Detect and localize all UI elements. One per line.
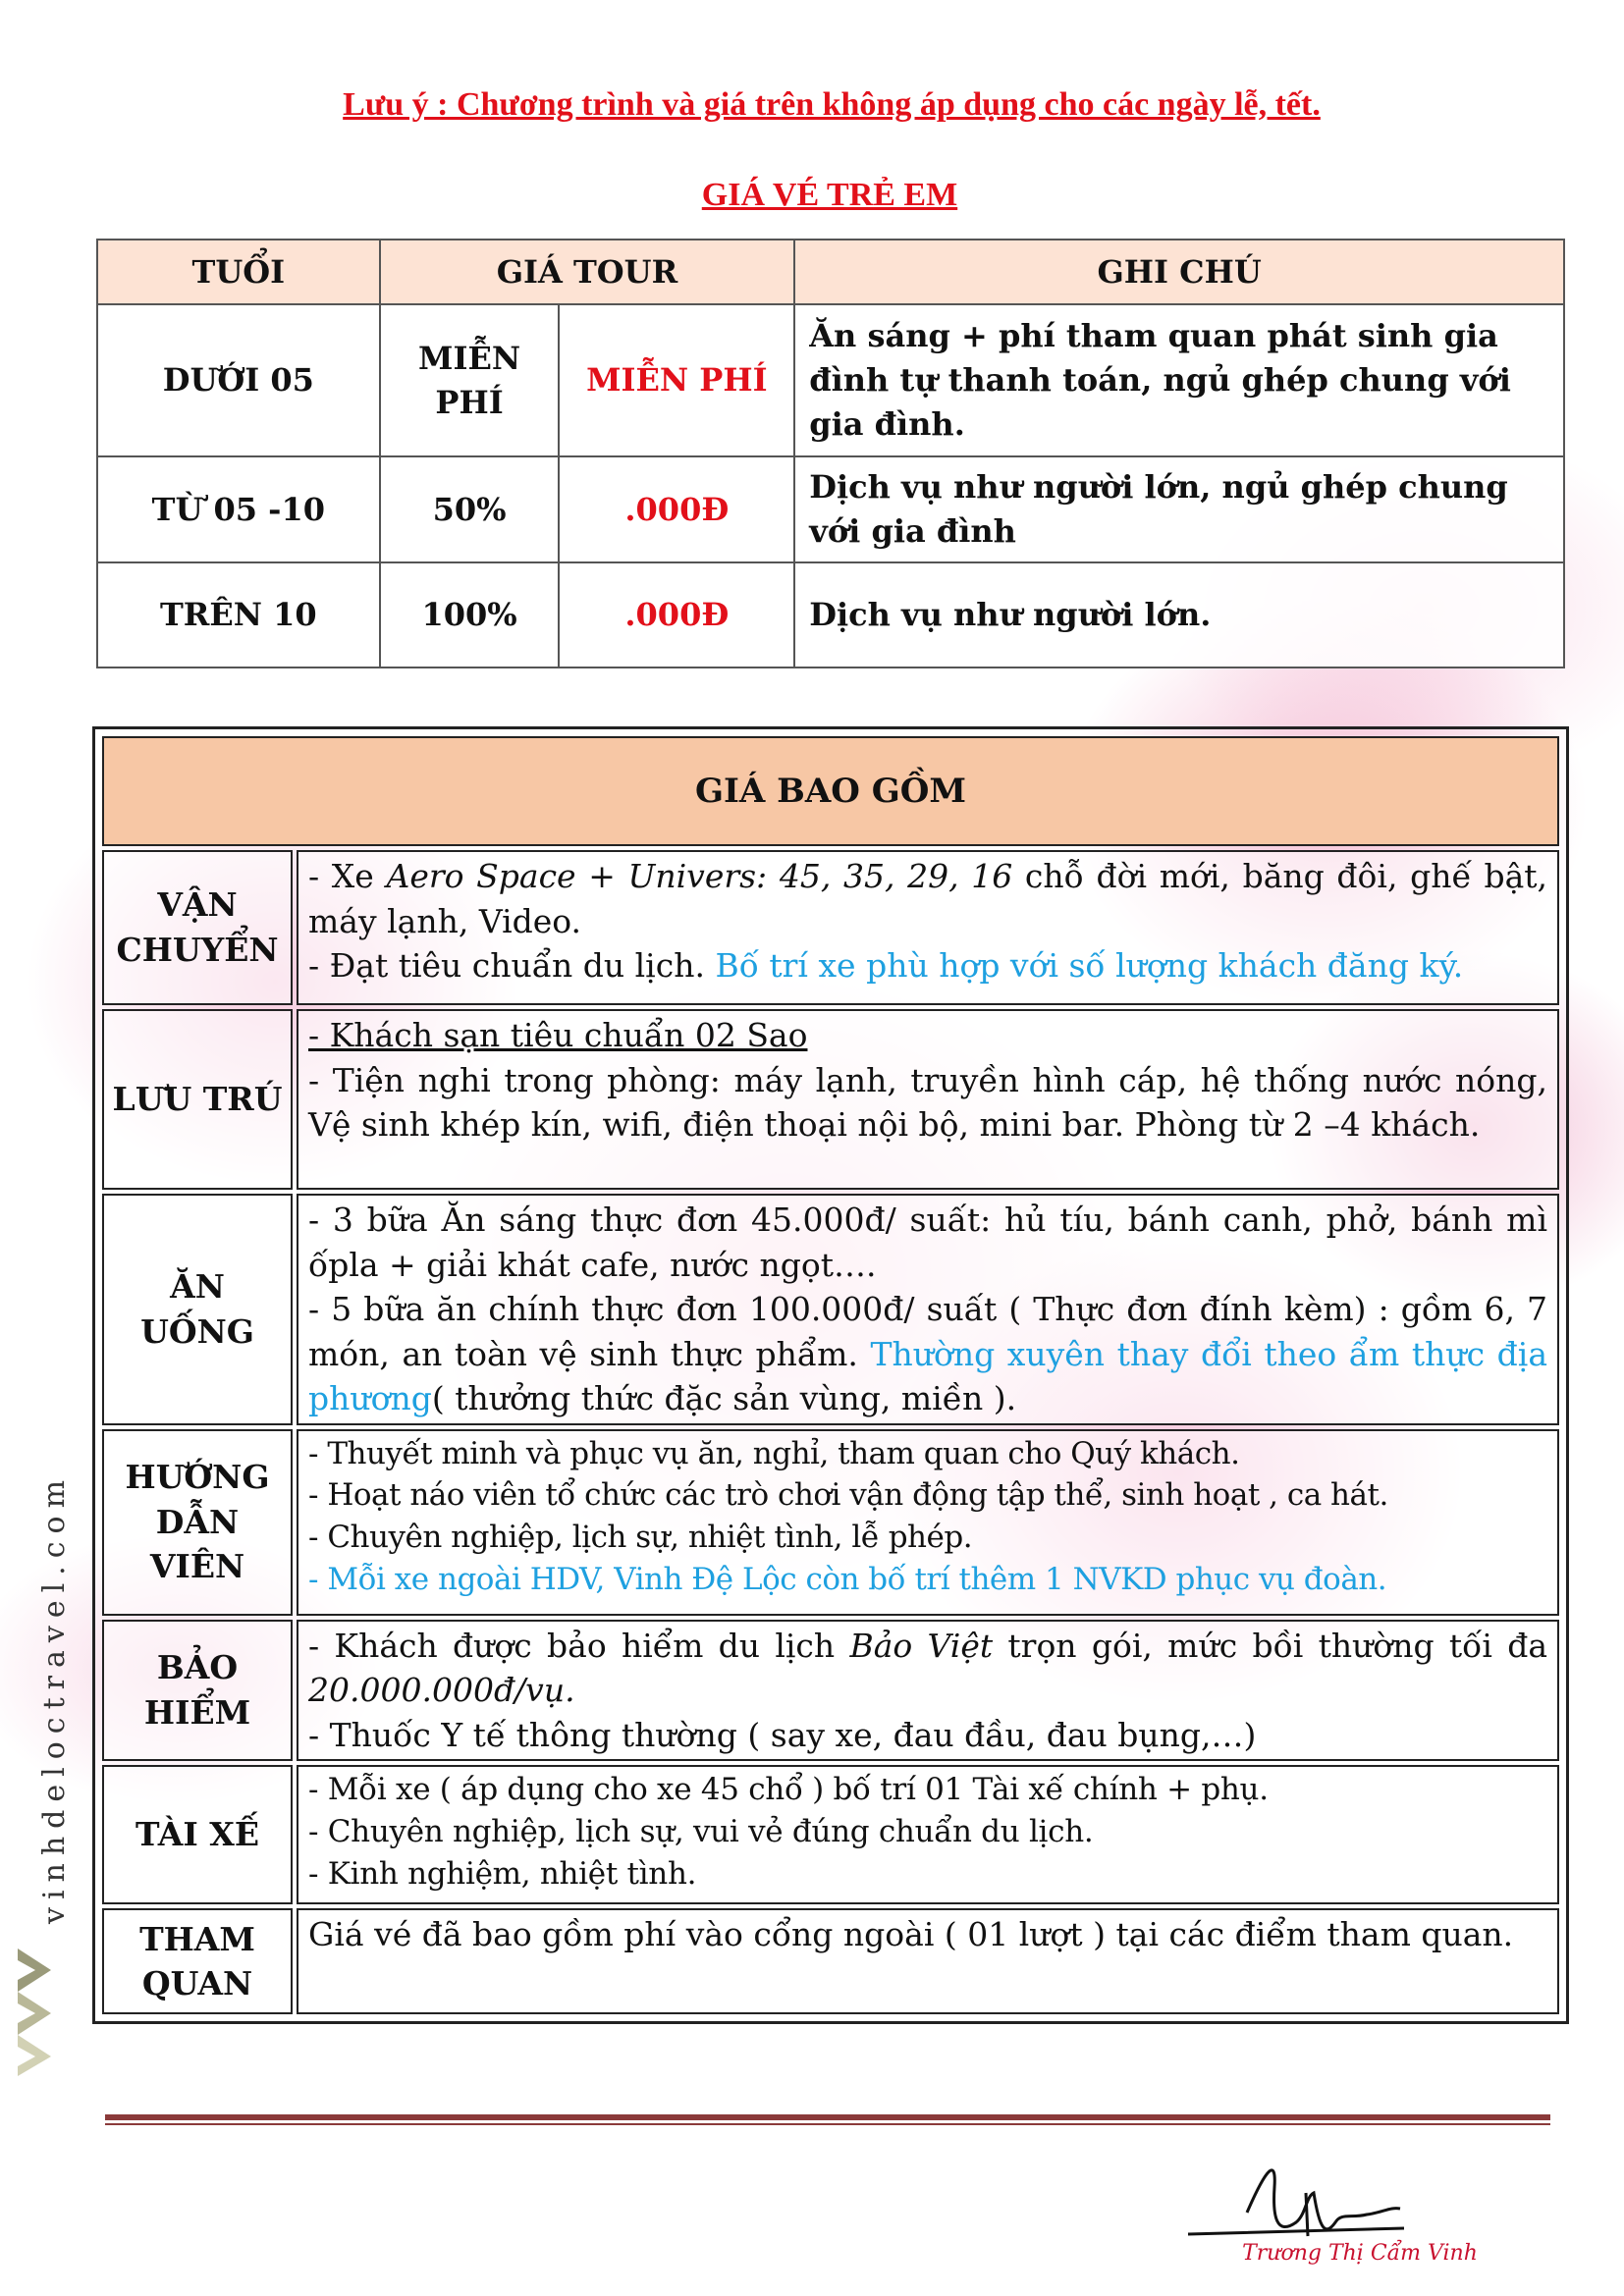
included-table: [98, 732, 1563, 2018]
guide-desc: - Thuyết minh và phục vụ ăn, nghỉ, tham quan cho Quý khách. - Hoạt náo viên tổ chức các trò chơi vận động tập thể, sinh hoạt , ca hát. - Chuyên nghiệp, lịch sự, nhiệt tình, lễ phép. - Mỗi xe ngoài HDV, Vinh Đệ Lộc còn bố trí thêm 1 NVKD phục vụ đoàn.: [297, 1429, 1559, 1616]
note-cell: Dịch vụ như người lớn, ngủ ghép chung với gia đình: [794, 456, 1564, 562]
table-row: [102, 1429, 1559, 1616]
website-url: vinhdeloctravel.com: [37, 1471, 72, 1924]
age-cell: TỪ 05 -10: [97, 456, 380, 562]
pct-cell: 50%: [380, 456, 560, 562]
table-row: [97, 456, 1564, 562]
signature-icon: [1159, 2128, 1551, 2296]
category-driver: TÀI XẾ: [102, 1765, 293, 1904]
table-row: [102, 1194, 1559, 1425]
price-cell: .000Đ: [559, 562, 794, 667]
footer-rule: [105, 2114, 1550, 2120]
kids-price-title: GIÁ VÉ TRẺ EM: [701, 177, 958, 213]
chevron-logo-icon: [14, 1949, 73, 2076]
table-header-row: [97, 240, 1564, 304]
table-row: [102, 1908, 1559, 2014]
holiday-note: Lưu ý : Chương trình và giá trên không áp dụng cho các ngày lễ, tết.: [343, 86, 1321, 123]
signature-name: Trương Thị Cẩm Vinh: [1242, 2241, 1478, 2266]
sightseeing-desc: Giá vé đã bao gồm phí vào cổng ngoài ( 01 lượt ) tại các điểm tham quan.: [297, 1908, 1559, 2014]
age-cell: TRÊN 10: [97, 562, 380, 667]
included-section: [92, 726, 1569, 2024]
table-row: [102, 1765, 1559, 1904]
table-row: [102, 850, 1559, 1005]
pct-cell: 100%: [380, 562, 560, 667]
footer-rule-thin: [105, 2123, 1550, 2125]
category-sightseeing: THAM QUAN: [102, 1908, 293, 2014]
driver-desc: - Mỗi xe ( áp dụng cho xe 45 chổ ) bố trí 01 Tài xế chính + phụ. - Chuyên nghiệp, lịch sự, vui vẻ đúng chuẩn du lịch. - Kinh nghiệm, nhiệt tình.: [297, 1765, 1559, 1904]
insurance-desc: - Khách được bảo hiểm du lịch Bảo Việt trọn gói, mức bồi thường tối đa 20.000.000đ/vụ. - Thuốc Y tế thông thường ( say xe, đau đầu, đau bụng,…): [297, 1620, 1559, 1762]
category-guide: HƯỚNG DẪN VIÊN: [102, 1429, 293, 1616]
pct-cell: MIỄN PHÍ: [380, 304, 560, 456]
note-cell: Dịch vụ như người lớn.: [794, 562, 1564, 667]
kids-price-table: [96, 239, 1565, 668]
lodging-desc: - Khách sạn tiêu chuẩn 02 Sao - Tiện nghi trong phòng: máy lạnh, truyền hình cáp, hệ thống nước nóng, Vệ sinh khép kín, wifi, điện thoại nội bộ, mini bar. Phòng từ 2 –4 khách.: [297, 1009, 1559, 1190]
header-note: GHI CHÚ: [794, 240, 1564, 304]
category-transport: VẬN CHUYỂN: [102, 850, 293, 1005]
signature-area: [1159, 2128, 1551, 2296]
header-price: GIÁ TOUR: [380, 240, 795, 304]
header-age: TUỔI: [97, 240, 380, 304]
included-header-row: [102, 736, 1559, 846]
category-meals: ĂN UỐNG: [102, 1194, 293, 1425]
note-cell: Ăn sáng + phí tham quan phát sinh gia đình tự thanh toán, ngủ ghép chung với gia đình.: [794, 304, 1564, 456]
price-cell: MIỄN PHÍ: [559, 304, 794, 456]
category-lodging: LƯU TRÚ: [102, 1009, 293, 1190]
table-row: [97, 304, 1564, 456]
meals-desc: - 3 bữa Ăn sáng thực đơn 45.000đ/ suất: hủ tíu, bánh canh, phở, bánh mì ốpla + giải khát cafe, nước ngọt…. - 5 bữa ăn chính thực đơn 100.000đ/ suất ( Thực đơn đính kèm) : gồm 6, 7 món, an toàn vệ sinh thực phẩm. Thường xuyên thay đổi theo ẩm thực địa phương( thưởng thức đặc sản vùng, miền ).: [297, 1194, 1559, 1425]
table-row: [102, 1620, 1559, 1762]
included-title: GIÁ BAO GỒM: [102, 736, 1559, 846]
table-row: [102, 1009, 1559, 1190]
transport-desc: - Xe Aero Space + Univers: 45, 35, 29, 16 chỗ đời mới, băng đôi, ghế bật, máy lạnh, Video. - Đạt tiêu chuẩn du lịch. Bố trí xe phù hợp với số lượng khách đăng ký.: [297, 850, 1559, 1005]
table-row: [97, 562, 1564, 667]
age-cell: DƯỚI 05: [97, 304, 380, 456]
price-cell: .000Đ: [559, 456, 794, 562]
category-insurance: BẢO HIỂM: [102, 1620, 293, 1762]
